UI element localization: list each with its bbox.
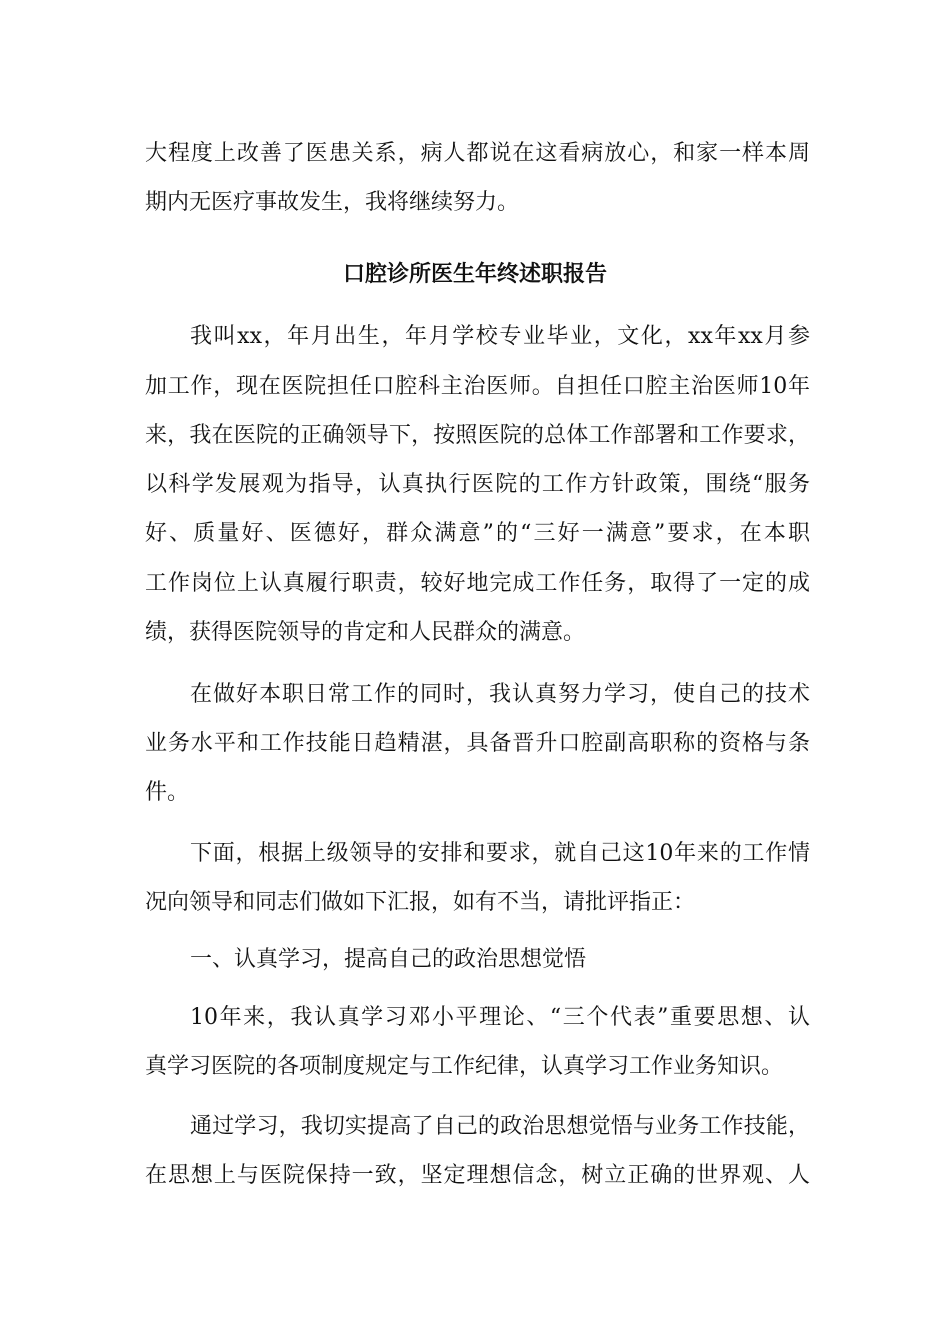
paragraph-3-line-2: 况向领导和同志们做如下汇报，如有不当，请批评指正： — [145, 890, 696, 915]
paragraph-1-line-5: 好、质量好、医德好，群众满意”的“三好一满意”要求，在本职 — [145, 521, 810, 546]
paragraph-1-line-4: 以科学发展观为指导，认真执行医院的工作方针政策，围绕“服务 — [145, 472, 810, 497]
document-title: 口腔诊所医生年终述职报告 — [342, 262, 607, 287]
paragraph-1-line-2: 加工作，现在医院担任口腔科主治医师。自担任口腔主治医师10年 — [145, 374, 810, 399]
paragraph-1-line-1: 我叫xx，年月出生，年月学校专业毕业，文化，xx年xx月参 — [190, 324, 810, 349]
paragraph-4-line-1: 10年来，我认真学习邓小平理论、“三个代表”重要思想、认 — [190, 1005, 810, 1030]
paragraph-1-line-3: 来，我在医院的正确领导下，按照医院的总体工作部署和工作要求， — [145, 423, 810, 448]
continuation-line-2: 期内无医疗事故发生，我将继续努力。 — [145, 190, 520, 215]
paragraph-4-line-2: 真学习医院的各项制度规定与工作纪律，认真学习工作业务知识。 — [145, 1054, 784, 1079]
paragraph-1-line-7: 绩，获得医院领导的肯定和人民群众的满意。 — [145, 620, 586, 645]
continuation-line-1: 大程度上改善了医患关系，病人都说在这看病放心，和家一样本周 — [145, 141, 810, 166]
paragraph-1-line-6: 工作岗位上认真履行职责，较好地完成工作任务，取得了一定的成 — [145, 571, 810, 596]
paragraph-5-line-2: 在思想上与医院保持一致，坚定理想信念，树立正确的世界观、人 — [145, 1163, 810, 1188]
paragraph-5-line-1: 通过学习，我切实提高了自己的政治思想觉悟与业务工作技能， — [190, 1114, 810, 1139]
section-heading-1: 一、认真学习，提高自己的政治思想觉悟 — [190, 947, 587, 972]
paragraph-2-line-2: 业务水平和工作技能日趋精湛，具备晋升口腔副高职称的资格与条 — [145, 731, 810, 756]
paragraph-2-line-3: 件。 — [145, 780, 190, 805]
paragraph-2-line-1: 在做好本职日常工作的同时，我认真努力学习，使自己的技术 — [190, 682, 810, 707]
paragraph-3-line-1: 下面，根据上级领导的安排和要求，就自己这10年来的工作情 — [190, 841, 810, 866]
